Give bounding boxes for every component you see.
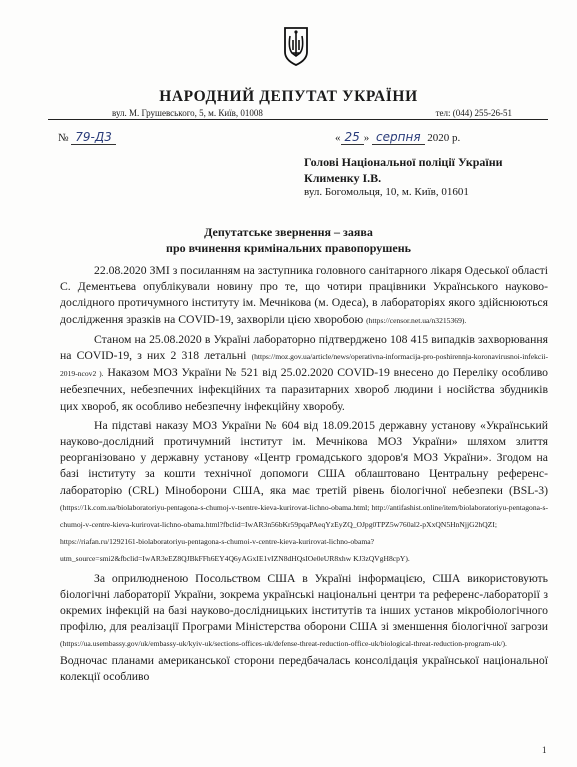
date-quote-close: » bbox=[363, 132, 370, 144]
paragraph-3-text: На підставі наказу МОЗ України № 604 від 18.09.2015 державну установу «Український науково-дослідний протичумний інститут ім. Мечнікова МОЗ України» шляхом злиття реорганізовано у державну установу «Центр громадського здоров'я МОЗ України». Згодом на базі інституту за кошти технічної допомоги США облаштовано Центральну референс-лабораторію (CRL) Міноборони США, яка має третій рівень біологічної небезпеки (BSL-3) bbox=[60, 418, 548, 497]
paragraph-1-text: 22.08.2020 ЗМІ з посиланням на заступника головного санітарного лікаря Одеської області С. Дементьева опублікували новину про те, що чотири працівники Українського науково-дослідного протичумного інституту ім. Мечнікова (м. Одеса), в лабораторіях якого здійснюються дослідження зразків на COVID-19, захворіли цією хворобою bbox=[60, 264, 548, 326]
paragraph-2-source: (https://moz.gov.ua/article/news/operativna-informacija-pro-poshirennja-koronavirusnoi-infekcii-2019-ncov2 ). bbox=[60, 352, 548, 379]
paragraph-4-text: За оприлюдненою Посольством США в Україні інформацією, США використовують біологічні лабораторії України, зокрема українські національні центри та референс-лабораторії з окремих інфекцій на базі науково-дослідницьких інститутів та інших установ мікробіологічного профілю, для реалізації Програми Міністерства оборони США зі зменшення біологічної загрози bbox=[60, 571, 548, 634]
recipient-block bbox=[304, 155, 503, 186]
paragraph-1 bbox=[60, 263, 548, 329]
paragraph-1-source: (https://censor.net.ua/n3215369). bbox=[366, 315, 467, 325]
sender-address: вул. М. Грушевського, 5, м. Київ, 01008 bbox=[112, 108, 263, 118]
paragraph-4 bbox=[60, 571, 548, 685]
recipient-address: вул. Богомольця, 10, м. Київ, 01601 bbox=[304, 186, 469, 198]
page-number: 1 bbox=[542, 745, 547, 755]
letter-date bbox=[335, 130, 460, 144]
recipient-name: Клименку І.В. bbox=[304, 170, 382, 185]
trident-coat-of-arms-icon bbox=[283, 26, 309, 66]
reference-number bbox=[58, 130, 116, 144]
header-divider bbox=[48, 119, 548, 120]
page-title: НАРОДНИЙ ДЕПУТАТ УКРАЇНИ bbox=[159, 88, 418, 105]
document-title-line-2: про вчинення кримінальних правопорушень bbox=[166, 241, 411, 255]
date-year: 2020 р. bbox=[427, 132, 461, 144]
paragraph-4-text-cont: Водночас планами американської сторони передбачалась консолідація української національної колекції особливо bbox=[60, 653, 548, 683]
document-title-line-1: Депутатське звернення – заява bbox=[204, 225, 373, 239]
paragraph-2-text: Станом на 25.08.2020 в Україні лабораторно підтверджено 108 415 випадків захворювання на COVID-19, з них 2 318 летальні bbox=[60, 332, 548, 363]
paragraph-2 bbox=[60, 332, 548, 415]
document-title bbox=[0, 224, 577, 256]
paragraph-3-sources: (https://1k.com.ua/biolaboratoriyu-pentagona-s-chumoj-v-tsentre-kieva-kurirovat-lichno-obama.html; http://antifashist.online/item/biolaboratoriyu-pentagona-s-chumoj-v-centre-kieva-kurirovat-lichno-obama.html?fbclid=IwAR3n56bKr59pqaPAeqYzEyZQ_OJpg0TPZ5w760al2-pXxQN5HnNjjG2hQZI; https://riafan.ru/1292161-biolaboratoriyu-pentagona-s-chumoi-v-centre-kieva-kurirovat-lichno-obama?utm_source=smi2&fbclid=IwAR3eEZ8QJBkFFh6EY4Q6yAGxIE1vIZN8dHQsIOe0eUR8xhw KJ3zQVgH8cpY). bbox=[60, 502, 548, 564]
sender-phone: тел: (044) 255-26-51 bbox=[435, 108, 512, 118]
letter-body bbox=[60, 263, 548, 688]
paragraph-4-source: (https://ua.usembassy.gov/uk/embassy-uk/kyiv-uk/sections-offices-uk/defense-threat-reduction-office-uk/biological-threat-reduction-program-uk/). bbox=[60, 639, 507, 649]
reference-prefix: № bbox=[58, 132, 69, 144]
recipient-title: Голові Національної поліції України bbox=[304, 155, 503, 169]
reference-value: 79-Д3 bbox=[71, 130, 116, 145]
header-contacts bbox=[112, 108, 512, 118]
date-day: 25 bbox=[341, 130, 364, 145]
paragraph-2-text-cont: Наказом МОЗ України № 521 від 25.02.2020 COVID-19 внесено до Переліку особливо небезпечних, небезпечних інфекційних та паразитарних хвороб людини і носійства збудників цих хвороб, як особливо небезпечну інфекційну хворобу. bbox=[60, 366, 548, 413]
date-month: серпня bbox=[372, 130, 425, 145]
date-quote-open: « bbox=[335, 132, 341, 144]
paragraph-3 bbox=[60, 418, 548, 568]
